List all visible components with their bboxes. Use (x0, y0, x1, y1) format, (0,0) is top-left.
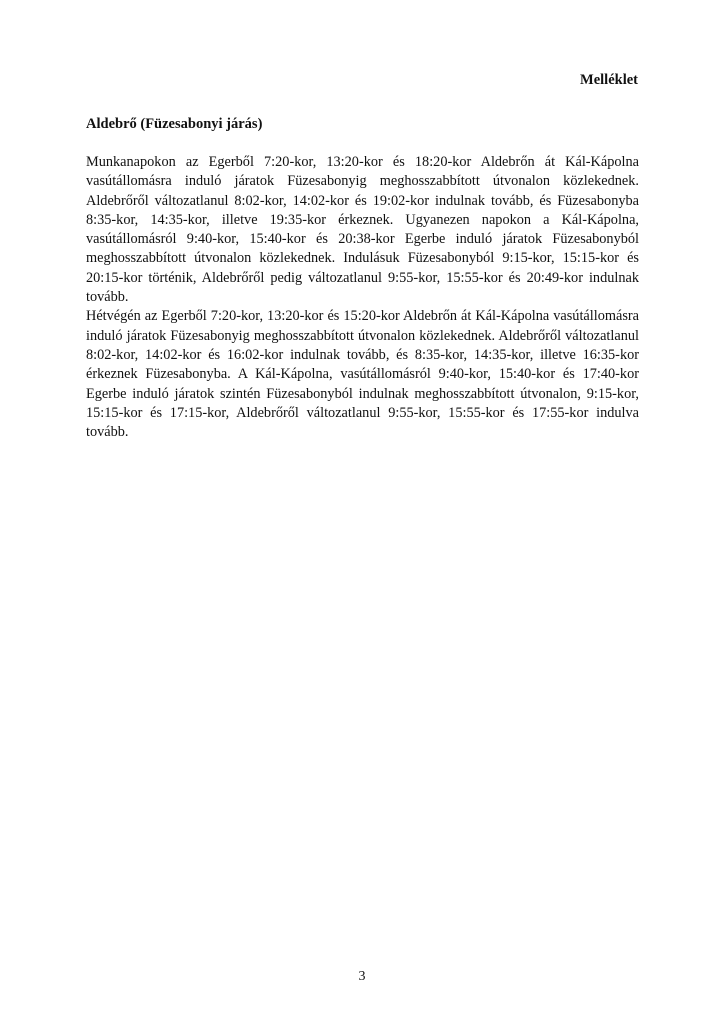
section-heading: Aldebrő (Füzesabonyi járás) (86, 116, 263, 132)
annex-label: Melléklet (580, 72, 638, 88)
body-text (86, 153, 639, 442)
paragraph-weekdays: Munkanapokon az Egerből 7:20-kor, 13:20-kor és 18:20-kor Aldebrőn át Kál-Kápolna vasútállomásra induló járatok Füzesabonyig meghosszabbított útvonalon közlekednek. Aldebrőről változatlanul 8:02-kor, 14:02-kor és 19:02-kor indulnak tovább, és Füzesabonyba 8:35-kor, 14:35-kor, illetve 19:35-kor érkeznek. Ugyanezen napokon a Kál-Kápolna, vasútállomásról 9:40-kor, 15:40-kor és 20:38-kor Egerbe induló járatok Füzesabonyból meghosszabbított útvonalon közlekednek. Indulásuk Füzesabonyból 9:15-kor, 15:15-kor és 20:15-kor történik, Aldebrőről pedig változatlanul 9:55-kor, 15:55-kor és 20:49-kor indulnak tovább. (86, 154, 639, 306)
page-number: 3 (358, 969, 366, 984)
paragraph-weekend: Hétvégén az Egerből 7:20-kor, 13:20-kor és 15:20-kor Aldebrőn át Kál-Kápolna vasútállomásra induló járatok Füzesabonyig meghosszabbított útvonalon közlekednek. Aldebrőről változatlanul 8:02-kor, 14:02-kor és 16:02-kor indulnak tovább, és 8:35-kor, 14:35-kor, illetve 16:35-kor érkeznek Füzesabonyba. A Kál-Kápolna, vasútállomásról 9:40-kor, 15:40-kor és 17:40-kor Egerbe induló járatok szintén Füzesabonyból indulnak meghosszabbított útvonalon, 9:15-kor, 15:15-kor és 17:15-kor, Aldebrőről változatlanul 9:55-kor, 15:55-kor és 17:55-kor indulva tovább. (86, 308, 639, 441)
